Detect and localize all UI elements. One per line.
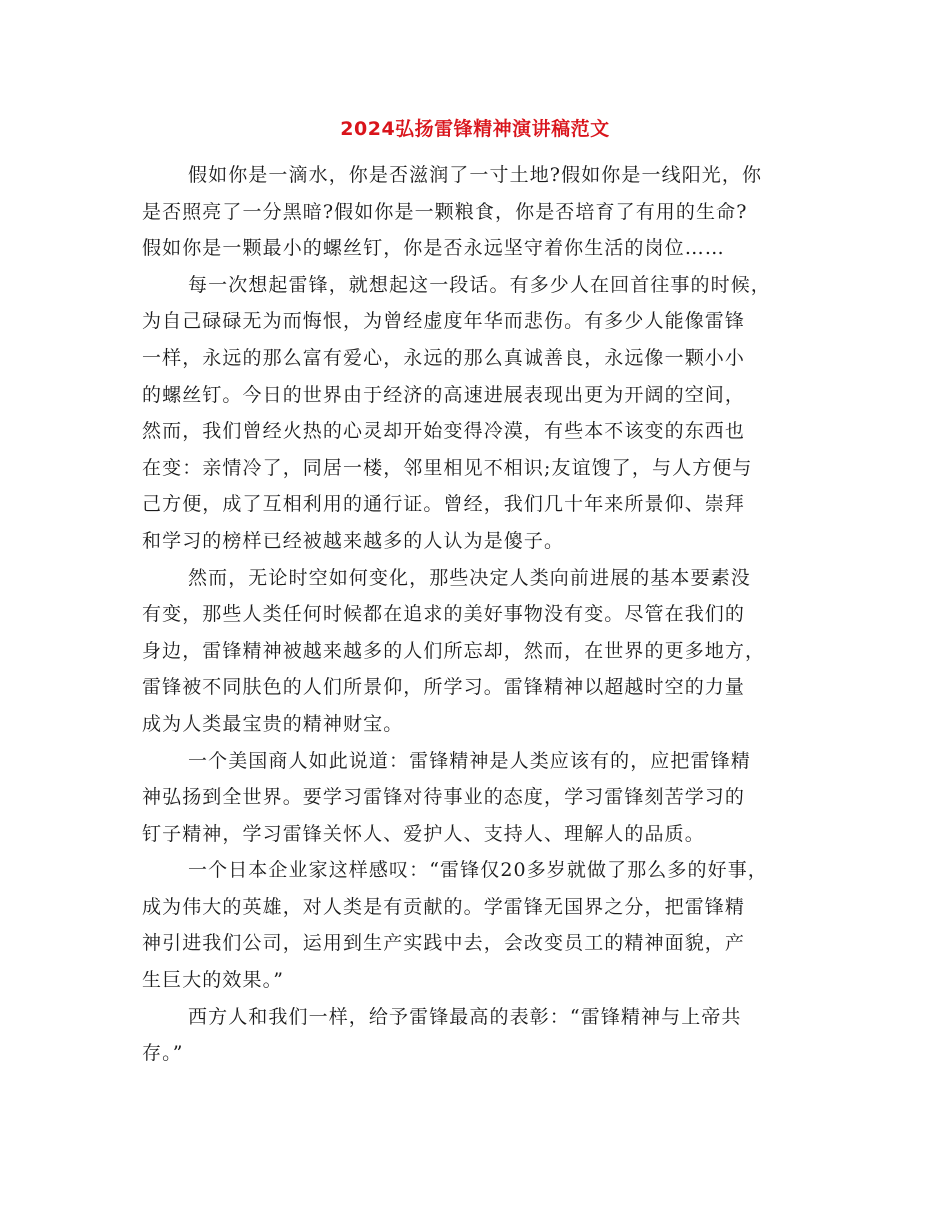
paragraph-line: 的螺丝钉。今日的世界由于经济的高速进展表现出更为开阔的空间， [142,383,746,406]
paragraph-2 [142,267,812,560]
paragraph-line: 一个美国商人如此说道：雷锋精神是人类应该有的，应把雷锋精 [188,749,751,772]
paragraph-line: 是否照亮了一分黑暗?假如你是一颗粮食，你是否培育了有用的生命? [142,200,748,223]
paragraph-line: 然而，我们曾经火热的心灵却开始变得冷漠，有些本不该变的东西也 [142,420,746,443]
paragraph-3 [142,560,812,743]
paragraph-line: 然而，无论时空如何变化，那些决定人类向前进展的基本要素没 [188,566,751,589]
paragraph-line: 存。” [142,1042,184,1065]
paragraph-line: 假如你是一颗最小的螺丝钉，你是否永远坚守着你生活的岗位…… [142,237,725,260]
paragraph-line: 有变，那些人类任何时候都在追求的美好事物没有变。尽管在我们的 [142,603,746,626]
document-title: 2024弘扬雷锋精神演讲稿范文 [340,118,610,140]
paragraph-line: 身边，雷锋精神被越来越多的人们所忘却，然而，在世界的更多地方， [142,639,766,662]
paragraph-4 [142,743,812,853]
document-body [142,157,812,1072]
paragraph-line: 己方便，成了互相利用的通行证。曾经，我们几十年来所景仰、崇拜 [142,493,746,516]
paragraph-line: 在变：亲情冷了，同居一楼，邻里相见不相识;友谊馊了，与人方便与 [142,456,753,479]
paragraph-line: 神弘扬到全世界。要学习雷锋对待事业的态度，学习雷锋刻苦学习的 [142,786,746,809]
paragraph-6 [142,999,812,1072]
paragraph-line: 一样，永远的那么富有爱心，永远的那么真诚善良，永远像一颗小小 [142,346,746,369]
paragraph-line: 西方人和我们一样，给予雷锋最高的表彰：“雷锋精神与上帝共 [188,1005,742,1028]
paragraph-line: 成为伟大的英雄，对人类是有贡献的。学雷锋无国界之分，把雷锋精 [142,895,746,918]
paragraph-line: 钉子精神，学习雷锋关怀人、爱护人、支持人、理解人的品质。 [142,822,705,845]
paragraph-line: 神引进我们公司，运用到生产实践中去，会改变员工的精神面貌，产 [142,932,746,955]
paragraph-line: 为自己碌碌无为而悔恨，为曾经虚度年华而悲伤。有多少人能像雷锋 [142,310,746,333]
paragraph-1 [142,157,812,267]
paragraph-line: 和学习的榜样已经被越来越多的人认为是傻子。 [142,529,565,552]
paragraph-line: 每一次想起雷锋，就想起这一段话。有多少人在回首往事的时候， [188,273,771,296]
paragraph-5 [142,852,812,998]
paragraph-line: 假如你是一滴水，你是否滋润了一寸土地?假如你是一线阳光，你 [188,164,763,186]
paragraph-line: 生巨大的效果。” [142,969,285,992]
paragraph-line: 一个日本企业家这样感叹：“雷锋仅20多岁就做了那么多的好事， [188,859,768,882]
paragraph-line: 雷锋被不同肤色的人们所景仰，所学习。雷锋精神以超越时空的力量 [142,676,746,699]
paragraph-line: 成为人类最宝贵的精神财宝。 [142,712,404,735]
